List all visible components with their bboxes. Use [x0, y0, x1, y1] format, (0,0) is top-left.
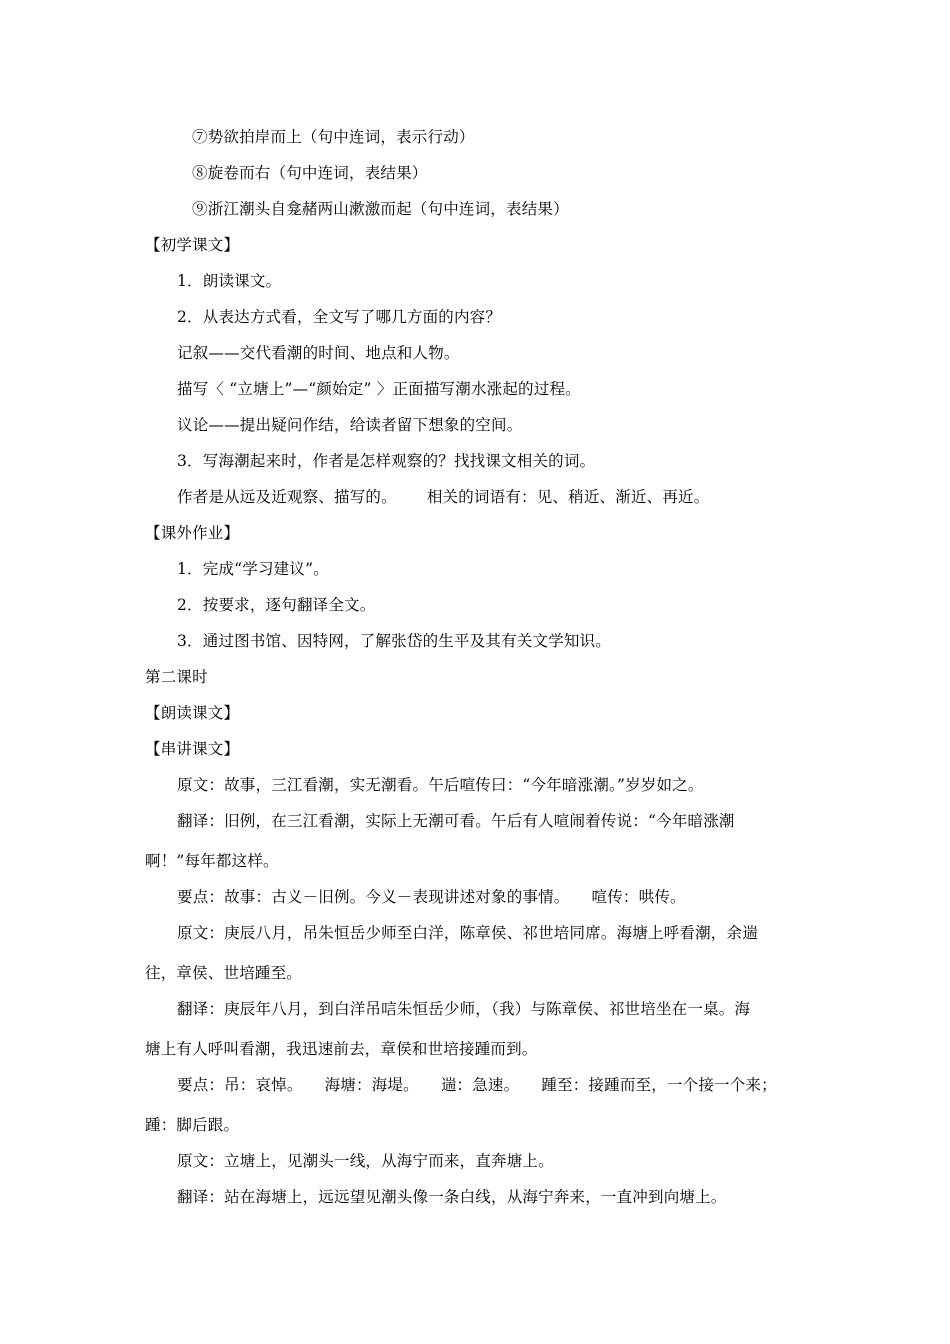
p2-original-line1: 原文：庚辰八月，吊朱恒岳少师至白洋，陈章侯、祁世培同席。海塘上呼看潮，余遄 [177, 924, 758, 942]
item-7: ⑦势欲拍岸而上（句中连词，表示行动） [192, 128, 475, 146]
chuxue-a3-part1: 作者是从远及近观察、描写的。 [177, 488, 397, 506]
heading-langdu: 【朗读课文】 [145, 704, 240, 722]
p1-key-a: 要点：故事：古义－旧例。今义－表现讲述对象的事情。 [177, 888, 570, 906]
item-8: ⑧旋卷而右（句中连词，表结果） [192, 164, 428, 182]
p3-original: 原文：立塘上，见潮头一线，从海宁而来，直奔塘上。 [177, 1152, 554, 1170]
p2-key-c: 遄：急速。 [440, 1076, 520, 1094]
p1-translation-line2: 啊！”每年都这样。 [145, 852, 279, 870]
kewai-item-3: 3．通过图书馆、因特网，了解张岱的生平及其有关文学知识。 [177, 632, 611, 650]
heading-kewai: 【课外作业】 [145, 524, 240, 542]
p2-key-points-line2: 踵：脚后跟。 [145, 1116, 240, 1134]
p2-key-b: 海塘：海堤。 [324, 1076, 419, 1094]
p2-key-points [177, 1075, 777, 1095]
chuxue-a3-part2: 相关的词语有：见、稍近、渐近、再近。 [426, 488, 710, 506]
heading-chuanjiang: 【串讲课文】 [145, 740, 240, 758]
chuxue-q1: 1．朗读课文。 [177, 272, 282, 290]
heading-chuxue: 【初学课文】 [145, 236, 240, 254]
p2-key-d: 踵至：接踵而至，一个接一个来； [541, 1076, 777, 1094]
chuxue-a3 [177, 487, 709, 507]
chuxue-q2: 2．从表达方式看，全文写了哪几方面的内容？ [177, 308, 502, 326]
kewai-item-1: 1．完成“学习建议”。 [177, 560, 329, 578]
chuxue-q3: 3．写海潮起来时，作者是怎样观察的？找找课文相关的词。 [177, 452, 596, 470]
p2-key-a: 要点：吊：哀悼。 [177, 1076, 303, 1094]
p2-translation-line2: 塘上有人呼叫看潮，我迅速前去，章侯和世培接踵而到。 [145, 1040, 538, 1058]
kewai-item-2: 2．按要求，逐句翻译全文。 [177, 596, 376, 614]
p3-translation: 翻译：站在海塘上，远远望见潮头像一条白线，从海宁奔来，一直冲到向塘上。 [177, 1188, 727, 1206]
p1-original: 原文：故事，三江看潮，实无潮看。午后喧传曰：“今年暗涨潮。”岁岁如之。 [177, 776, 704, 794]
item-9: ⑨浙江潮头自龛赭两山漱激而起（句中连词，表结果） [192, 200, 569, 218]
p1-key-points [177, 887, 686, 907]
chuxue-a2-description: 描写〈 “立塘上”—“颜始定” 〉正面描写潮水涨起的过程。 [177, 380, 581, 398]
p2-original-line2: 往，章侯、世培踵至。 [145, 964, 303, 982]
lesson2-title: 第二课时 [145, 668, 208, 686]
p2-translation-line1: 翻译：庚辰年八月，到白洋吊唁朱恒岳少师，（我）与陈章侯、祁世培坐在一桌。海 [177, 1000, 751, 1018]
p1-key-b: 喧传：哄传。 [591, 888, 686, 906]
p1-translation-line1: 翻译：旧例，在三江看潮，实际上无潮可看。午后有人喧闹着传说：“今年暗涨潮 [177, 812, 735, 830]
chuxue-a2-narration: 记叙——交代看潮的时间、地点和人物。 [177, 344, 460, 362]
chuxue-a2-argument: 议论——提出疑问作结，给读者留下想象的空间。 [177, 416, 523, 434]
